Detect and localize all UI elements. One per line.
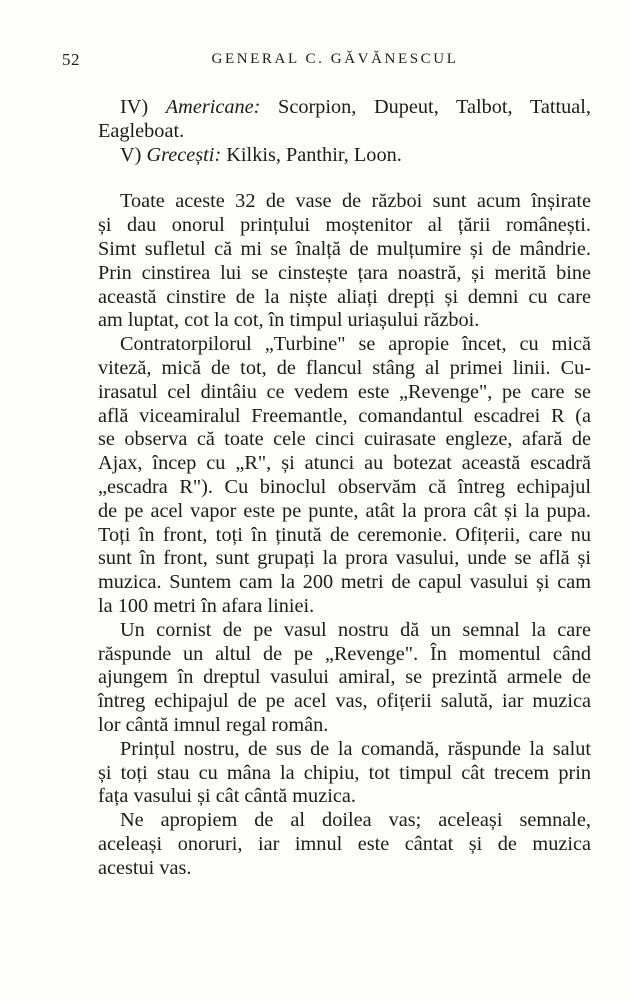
text-line: Toți în front, toți în ținută de ceremonie. Ofițerii, care nu bbox=[98, 523, 591, 546]
text-line: răspunde un altul de pe „Revenge". În momentul când bbox=[98, 642, 591, 665]
text-line: Prin cinstirea lui se cinstește țara noastră, și merită bine bbox=[98, 261, 591, 284]
text-line: Prințul nostru, de sus de la comandă, răspunde la salut bbox=[120, 737, 591, 760]
list-item-americane-cont: Eagleboat. bbox=[98, 119, 185, 142]
text-line: această cinstire de la niște aliați drepți și demni cu care bbox=[98, 285, 591, 308]
text-line: „escadra R"). Cu binoclul observăm că întreg echipajul bbox=[98, 475, 591, 498]
text-line: aceleași onoruri, iar imnul este cântat și de muzica bbox=[98, 832, 591, 855]
text-line: Contratorpilorul „Turbine" se apropie încet, cu mică bbox=[120, 333, 591, 356]
text-line: ajungem în dreptul vasului amiral, se prezintă armele de bbox=[98, 666, 591, 689]
list-item-americane: IV) Americane: Scorpion, Dupeut, Talbot, Tattual, bbox=[120, 96, 591, 118]
running-header: GENERAL C. GĂVĂNESCUL bbox=[211, 51, 459, 67]
text-line: Ajax, încep cu „R", și atunci au botezat această escadră bbox=[98, 452, 591, 475]
text-line: muzica. Suntem cam la 200 metri de capul vasului și cam bbox=[98, 571, 591, 594]
text-line: Simt sufletul că mi se înalță de mulțumire și de mândrie. bbox=[98, 237, 591, 260]
page-number: 52 bbox=[62, 50, 80, 69]
page-body bbox=[98, 96, 591, 881]
text-line: de pe acel vapor este pe punte, atât la prora cât și la pupa. bbox=[98, 499, 591, 522]
text-line: întreg echipajul de pe acel vas, ofițerii salută, iar muzica bbox=[98, 690, 591, 713]
list-item-grecesti: V) Grecești: Kilkis, Panthir, Loon. bbox=[120, 143, 402, 166]
paragraph bbox=[98, 809, 591, 880]
text-line: și dau onorul prințului moștenitor al țării românești. bbox=[98, 214, 591, 237]
text-line: fața vasului și cât cântă muzica. bbox=[98, 785, 356, 808]
text-line: viteză, mică de tot, de flancul stâng al primei linii. Cu- bbox=[98, 356, 591, 379]
text-line: irasatul cel dintâiu ce vedem este „Revenge", pe care se bbox=[98, 380, 591, 403]
text-line: la 100 metri în afara liniei. bbox=[98, 594, 315, 617]
paragraph bbox=[98, 190, 591, 333]
text-line: lor cântă imnul regal român. bbox=[98, 713, 329, 736]
text-line: am luptat, cot la cot, în timpul uriașului război. bbox=[98, 309, 480, 332]
paragraph bbox=[98, 333, 591, 619]
paragraph bbox=[98, 738, 591, 809]
text-line: află viceamiralul Freemantle, comandantul escadrei R (a bbox=[98, 404, 591, 427]
text-line: se observa că toate cele cinci cuirasate engleze, afară de bbox=[98, 428, 591, 451]
text-line: și toți stau cu mâna la chipiu, tot timpul cât trecem prin bbox=[98, 761, 591, 784]
text-line: Ne apropiem de al doilea vas; aceleași semnale, bbox=[120, 809, 591, 832]
text-line: Un cornist de pe vasul nostru dă un semnal la care bbox=[120, 618, 591, 641]
text-line: acestui vas. bbox=[98, 856, 192, 879]
text-line: sunt în front, sunt grupați la prora vasului, unde se află și bbox=[98, 547, 591, 570]
text-line: Toate aceste 32 de vase de război sunt acum înșirate bbox=[120, 190, 591, 213]
paragraph bbox=[98, 619, 591, 738]
